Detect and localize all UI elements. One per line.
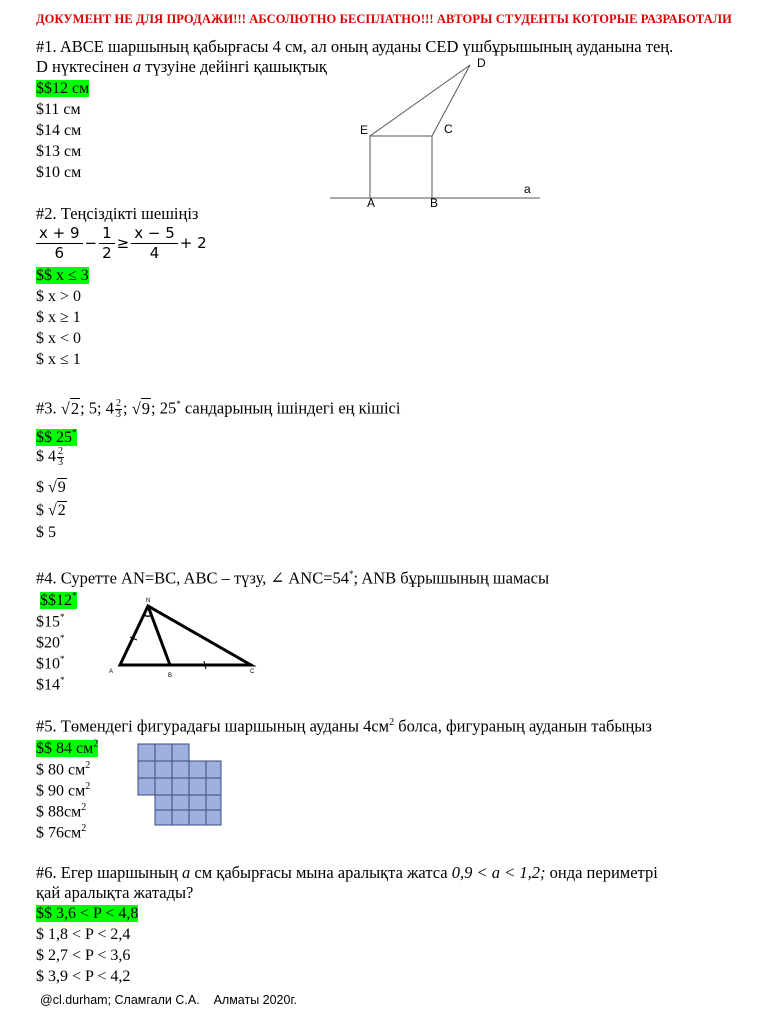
q5-cell — [155, 810, 172, 825]
q4-opt3-text: $20 — [36, 634, 60, 652]
q5-cell — [189, 795, 206, 810]
q5-opt1-sup: 2 — [93, 739, 99, 750]
angle-arc — [144, 615, 152, 616]
q5-opt2-sup: 2 — [85, 760, 91, 771]
q6-line1-post: онда периметрі — [545, 863, 658, 882]
q3-option-correct — [36, 429, 77, 446]
q2-f1-den: 6 — [54, 244, 65, 262]
q1-line2-post: түзуіне дейінгі қашықтық — [141, 57, 327, 76]
q3-opt3-sqrt: √9 — [48, 479, 66, 496]
q3-opt2-pre: $ 4 — [36, 448, 56, 465]
label-n: N — [146, 598, 151, 604]
q1-line2-var: a — [132, 57, 142, 76]
q3-opt1-deg: * — [72, 428, 77, 438]
label-a: A — [109, 669, 114, 675]
q4-opt1-deg: * — [72, 591, 77, 601]
q6-line1 — [36, 862, 658, 883]
q5-cell — [138, 761, 155, 778]
q5-figure — [134, 740, 226, 828]
q2-minus: − — [84, 234, 98, 252]
label-a: A — [367, 196, 376, 210]
q5-cell — [138, 778, 155, 795]
q5-option — [36, 818, 86, 843]
q5-opt3-sup: 2 — [85, 781, 91, 792]
q2-title: #2. Теңсіздікті шешіңіз — [36, 204, 199, 223]
q1-line2 — [36, 56, 327, 77]
q5-cell — [206, 778, 221, 795]
q5-opt5-text: $ 76см — [36, 824, 82, 842]
q3-deg: * — [176, 399, 181, 409]
q4-title-deg: * — [349, 569, 354, 579]
q5-cell — [155, 778, 172, 795]
q5-title-pre: #5. Төмендегі фигурадағы шаршының ауданы 4см — [36, 716, 390, 736]
q3-sep2: ; — [122, 398, 128, 418]
q3-option: $ 5 — [36, 524, 56, 541]
q3-opt2-fraction — [57, 447, 64, 468]
q4-opt1-text: $$12 — [40, 592, 72, 610]
q3-opt3-pre: $ — [36, 479, 48, 496]
q2-tail: + 2 — [179, 234, 207, 252]
q2-f2-den: 2 — [102, 244, 112, 262]
q6-line1-mid: см қабырғасы мына аралықта жатса — [190, 863, 452, 882]
label-e: E — [360, 123, 369, 137]
q5-cell — [172, 778, 189, 795]
q3-sep3: ; 25 — [151, 398, 177, 418]
q4-opt2-deg: * — [60, 612, 65, 622]
label-c: C — [250, 669, 255, 675]
q2-option: $ x ≥ 1 — [36, 309, 81, 326]
segment-ed — [370, 65, 470, 136]
q3-option — [36, 446, 65, 468]
q3-title — [36, 394, 400, 420]
q4-opt5-deg: * — [60, 675, 65, 685]
square-abce — [370, 136, 432, 198]
q5-cell — [206, 761, 221, 778]
q3-opt4-sqrt: √2 — [48, 502, 66, 519]
q2-f2-num: 1 — [99, 224, 115, 244]
q3-sep1: ; 5; 4 — [80, 398, 114, 418]
q6-line2: қай аралықта жатады? — [36, 883, 194, 902]
q5-cell — [206, 795, 221, 810]
q1-line2-pre: D нүктесінен — [36, 57, 133, 76]
q5-cell — [189, 810, 206, 825]
label-b: B — [168, 673, 173, 679]
q2-fraction-1 — [36, 224, 83, 263]
q3-frac-den: 3 — [115, 409, 121, 421]
q2-fraction-2 — [99, 224, 115, 263]
q5-cell — [172, 744, 189, 761]
q5-title-sup: 2 — [389, 717, 395, 728]
q4-opt3-deg: * — [60, 633, 65, 643]
q5-opt4-sup: 2 — [81, 802, 87, 813]
q2-f3-num: x − 5 — [131, 224, 178, 244]
q5-opt5-sup: 2 — [81, 823, 87, 834]
q5-cell — [155, 744, 172, 761]
q3-opt4-pre: $ — [36, 502, 48, 519]
q1-line1: #1. ABCE шаршының қабырғасы 4 см, ал оның ауданы CED үшбұрышының ауданына тең. — [36, 37, 674, 56]
q5-opt4-text: $ 88см — [36, 803, 82, 821]
q1-figure — [330, 55, 550, 210]
q6-option: $ 1,8 < P < 2,4 — [36, 926, 131, 943]
q4-opt2-text: $15 — [36, 613, 60, 631]
q2-option: $ x ≤ 1 — [36, 351, 81, 368]
q6-line1-var: a — [182, 863, 191, 882]
q3-sqrt-2: √2 — [60, 398, 80, 418]
q2-option-correct: $$ x ≤ 3 — [36, 267, 89, 284]
q5-cell — [172, 761, 189, 778]
q1-option: $11 см — [36, 101, 81, 118]
q3-option — [36, 500, 67, 521]
q2-f1-num: x + 9 — [36, 224, 83, 244]
q6-line1-pre: #6. Егер шаршының — [36, 863, 183, 882]
label-d: D — [477, 56, 486, 70]
q4-opt4-deg: * — [60, 654, 65, 664]
q3-option — [36, 477, 67, 498]
q3-opt3-rad: 9 — [57, 479, 66, 496]
q4-title-text: #4. Суретте AN=BC, ABC – түзу, ∠ ANC=54 — [36, 568, 350, 588]
q5-cell — [155, 761, 172, 778]
q3-rad-2: 9 — [141, 398, 151, 418]
banner: ДОКУМЕНТ НЕ ДЛЯ ПРОДАЖИ!!! АБСОЛЮТНО БЕСПЛАТНО!!! АВТОРЫ СТУДЕНТЫ КОТОРЫЕ РАЗРАБОТАЛИ — [35, 12, 733, 26]
q5-cell — [172, 795, 189, 810]
q6-option: $ 2,7 < P < 3,6 — [36, 947, 131, 964]
q1-option-correct: $$12 см — [36, 80, 90, 97]
q6-option: $ 3,9 < P < 4,2 — [36, 968, 131, 985]
q5-cell — [189, 778, 206, 795]
q1-option: $14 см — [36, 122, 82, 139]
q4-title-tail: ; ANB бұрышының шамасы — [353, 568, 550, 588]
q3-label: #3. — [36, 398, 57, 418]
q4-figure — [104, 593, 264, 683]
q4-option — [36, 670, 65, 695]
label-line-a: a — [524, 182, 531, 196]
q2-option: $ x < 0 — [36, 330, 82, 347]
q3-frac-num: 2 — [115, 398, 121, 410]
q5-title — [36, 712, 652, 737]
q3-opt1-text: $$ 25 — [36, 429, 72, 447]
q5-cell — [172, 810, 189, 825]
q6-line1-ineq: 0,9 < a < 1,2; — [451, 863, 546, 882]
label-c: C — [444, 122, 453, 136]
footer: @cl.durham; Сламгали С.А. Алматы 2020г. — [40, 993, 297, 1007]
q4-opt4-text: $10 — [36, 655, 60, 673]
q5-cell — [206, 810, 221, 825]
q5-cell — [189, 761, 206, 778]
q2-option: $ x > 0 — [36, 288, 82, 305]
q2-f3-den: 4 — [149, 244, 160, 262]
q5-cell — [155, 795, 172, 810]
q5-opt1-text: $$ 84 см — [36, 740, 94, 758]
q4-title — [36, 564, 549, 589]
q3-tail: сандарының ішіндегі ең кішісі — [180, 398, 401, 418]
q3-rad-1: 2 — [70, 398, 80, 418]
q6-option-correct: $$ 3,6 < P < 4,8 — [36, 905, 139, 922]
q3-opt2-den: 3 — [58, 456, 63, 468]
triangle-anc — [120, 606, 251, 665]
q5-opt2-text: $ 80 см — [36, 761, 86, 779]
q3-opt4-rad: 2 — [57, 502, 66, 519]
q5-title-post: болса, фигураның ауданын табыңыз — [394, 716, 652, 736]
q3-fraction — [115, 399, 122, 420]
q1-option: $10 см — [36, 164, 82, 181]
q4-opt5-text: $14 — [36, 676, 60, 694]
q5-cell — [138, 744, 155, 761]
q2-geq: ≥ — [116, 234, 130, 252]
q3-opt2-num: 2 — [58, 445, 63, 457]
q1-option: $13 см — [36, 143, 82, 160]
label-b: B — [430, 196, 439, 210]
q5-opt3-text: $ 90 см — [36, 782, 86, 800]
q2-inequality — [34, 224, 207, 263]
q3-sqrt-9: √9 — [131, 398, 151, 418]
q2-fraction-3 — [131, 224, 178, 263]
